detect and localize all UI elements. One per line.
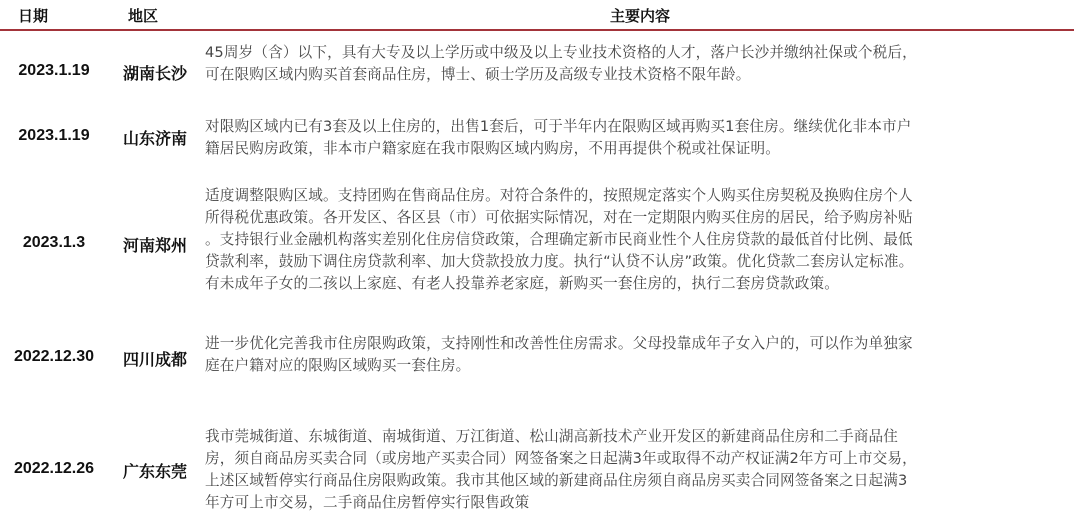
row-region: 河南郑州 (122, 236, 187, 255)
content-line: 适度调整限购区域。支持团购在售商品住房。对符合条件的，按照规定落实个人购买住房契税及换购住房个人 (205, 187, 913, 204)
row-date: 2022.12.30 (13, 348, 95, 365)
row-content (205, 42, 1075, 86)
content-line: 所得税优惠政策。各开发区、各区县（市）可依据实际情况，对在一定期限内购买住房的居民，给予购房补贴 (205, 209, 913, 226)
content-line: 籍居民购房政策，非本市户籍家庭在我市限购区域内购房，不用再提供个税或社保证明。 (205, 140, 781, 157)
row-content (205, 333, 1075, 377)
row-content (205, 426, 1075, 514)
row-region: 四川成都 (122, 350, 187, 369)
content-line: 贷款利率，鼓励下调住房贷款利率、加大贷款投放力度。执行“认贷不认房”政策。优化贷款二套房认定标准。 (205, 253, 914, 270)
content-line: 45周岁（含）以下，具有大专及以上学历或中级及以上专业技术资格的人才，落户长沙并缴纳社保或个税后， (205, 44, 917, 61)
content-line: 我市莞城街道、东城街道、南城街道、万江街道、松山湖高新技术产业开发区的新建商品住房和二手商品住 (205, 428, 898, 445)
row-region: 广东东莞 (122, 462, 187, 481)
content-line: 可在限购区域内购买首套商品住房，博士、硕士学历及高级专业技术资格不限年龄。 (205, 66, 751, 83)
row-content (205, 116, 1075, 160)
header-content: 主要内容 (609, 7, 670, 25)
row-region: 湖南长沙 (122, 64, 187, 83)
header-date: 日期 (18, 7, 49, 25)
table-row (0, 426, 1080, 522)
content-line: 年方可上市交易，二手商品住房暂停实行限售政策 (205, 494, 530, 511)
row-date: 2023.1.3 (22, 234, 86, 251)
content-line: 上述区域暂停实行商品住房限购政策。我市其他区域的新建商品住房须自商品房买卖合同网签备案之日起满3 (205, 472, 908, 489)
table-row (0, 42, 1080, 104)
content-line: 。支持银行业金融机构落实差别化住房信贷政策，合理确定新市民商业性个人住房贷款的最低首付比例、最低 (205, 231, 913, 248)
content-line: 庭在户籍对应的限购区域购买一套住房。 (205, 357, 471, 374)
table-row (0, 333, 1080, 395)
row-region: 山东济南 (122, 129, 187, 148)
table-header (0, 0, 1074, 31)
table-row (0, 185, 1080, 305)
content-line: 对限购区域内已有3套及以上住房的，出售1套后，可于半年内在限购区域再购买1套住房。继续优化非本市户 (205, 118, 912, 135)
row-date: 2022.12.26 (13, 460, 95, 477)
content-line: 房，须自商品房买卖合同（或房地产买卖合同）网签备案之日起满3年或取得不动产权证满2年方可上市交易， (205, 450, 917, 467)
table-row (0, 116, 1080, 178)
header-region: 地区 (127, 7, 158, 25)
row-date: 2023.1.19 (18, 127, 90, 144)
row-date: 2023.1.19 (18, 62, 90, 79)
content-line: 进一步优化完善我市住房限购政策，支持刚性和改善性住房需求。父母投靠成年子女入户的，可以作为单独家 (205, 335, 913, 352)
content-line: 有未成年子女的二孩以上家庭、有老人投靠养老家庭，新购买一套住房的，执行二套房贷款政策。 (205, 275, 839, 292)
row-content (205, 185, 1075, 295)
